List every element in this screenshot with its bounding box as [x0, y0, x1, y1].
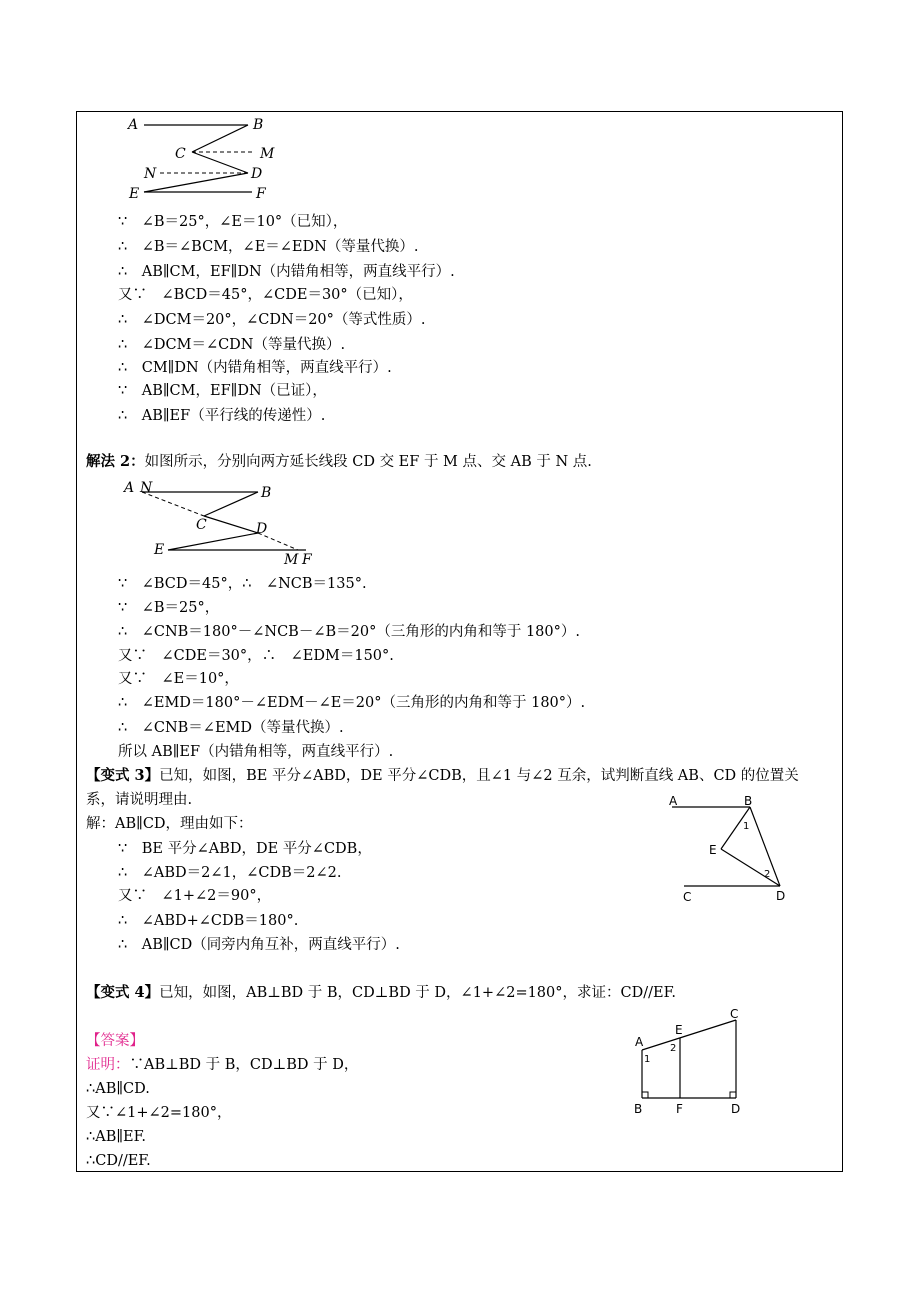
fig1-label-e: E [129, 186, 140, 202]
m1-line-9: ∴ AB∥EF（平行线的传递性）. [118, 408, 326, 424]
fig3-label-b: B [744, 794, 753, 808]
figure-zigzag-2 [118, 478, 318, 570]
m2-line-6: ∴ ∠EMD＝180°－∠EDM－∠E＝20°（三角形的内角和等于 180°）. [118, 695, 586, 711]
fig3-angle-1: 1 [743, 821, 750, 832]
v3-problem-line2: 系，请说明理由. [86, 792, 193, 808]
m2-line-2: ∵ ∠B＝25°， [118, 600, 220, 616]
fig4-label-c: C [730, 1007, 739, 1021]
v3-line-1: ∵ BE 平分∠ABD，DE 平分∠CDB， [118, 841, 372, 857]
v4-problem [86, 983, 676, 1003]
m1-line-8: ∵ AB∥CM，EF∥DN（已证）， [118, 383, 327, 399]
v3-answer-intro: 解：AB∥CD，理由如下： [86, 816, 253, 832]
fig4-angle-1: 1 [644, 1054, 651, 1065]
m1-line-6: ∴ ∠DCM＝∠CDN（等量代换）. [118, 337, 346, 353]
fig1-label-c: C [175, 146, 186, 162]
v3-title: 【变式 3】 [86, 767, 160, 784]
v4-answer-label: 【答案】 [86, 1033, 144, 1049]
m2-line-3: ∴ ∠CNB＝180°－∠NCB－∠B＝20°（三角形的内角和等于 180°）. [118, 624, 580, 640]
v3-line-4: ∴ ∠ABD+∠CDB＝180°. [118, 913, 299, 929]
v4-proof-line-5: ∴CD//EF. [86, 1153, 151, 1169]
v3-line-3: 又∵ ∠1+∠2＝90°， [118, 888, 272, 904]
fig3-label-a: A [669, 794, 678, 808]
m1-line-7: ∴ CM∥DN（内错角相等，两直线平行）. [118, 360, 392, 376]
m2-line-5: 又∵ ∠E＝10°， [118, 671, 239, 687]
m1-line-5: ∴ ∠DCM＝20°，∠CDN＝20°（等式性质）. [118, 312, 426, 328]
fig2-label-f: F [302, 552, 312, 568]
fig3-label-e: E [709, 843, 717, 857]
m2-line-4: 又∵ ∠CDE＝30°，∴ ∠EDM＝150°. [118, 648, 394, 664]
m1-line-1: ∵ ∠B＝25°，∠E＝10°（已知）， [118, 214, 348, 230]
fig1-label-f: F [256, 186, 266, 202]
fig1-label-m: M [260, 146, 275, 162]
fig2-label-e: E [154, 542, 165, 558]
fig4-label-a: A [635, 1035, 644, 1049]
fig3-label-d: D [776, 889, 786, 903]
figure-variant3 [666, 794, 796, 909]
fig1-label-b: B [253, 117, 264, 133]
m2-line-8: 所以 AB∥EF（内错角相等，两直线平行）. [118, 744, 394, 760]
fig2-label-b: B [261, 485, 272, 501]
fig4-label-e: E [675, 1023, 683, 1037]
fig2-label-n: N [140, 480, 153, 496]
fig4-label-d: D [731, 1102, 741, 1116]
fig3-angle-2: 2 [764, 869, 771, 880]
v3-problem-text: 已知，如图，BE 平分∠ABD，DE 平分∠CDB，且∠1 与∠2 互余，试判断直线 AB、CD 的位置关 [159, 768, 799, 784]
fig1-label-d: D [251, 166, 263, 182]
m2-intro-text: 如图所示，分别向两方延长线段 CD 交 EF 于 M 点、交 AB 于 N 点. [144, 454, 592, 470]
fig2-label-a: A [124, 480, 135, 496]
fig3-label-c: C [683, 890, 692, 904]
m1-line-3: ∴ AB∥CM，EF∥DN（内错角相等，两直线平行）. [118, 264, 455, 280]
v4-proof-line-3: 又∵∠1+∠2=180°， [86, 1105, 232, 1121]
v4-problem-text: 已知，如图，AB⊥BD 于 B，CD⊥BD 于 D，∠1+∠2=180°，求证：CD//EF. [159, 985, 676, 1001]
fig2-label-m: M [284, 552, 299, 568]
fig4-label-f: F [676, 1102, 683, 1116]
fig2-label-c: C [196, 517, 207, 533]
fig1-label-a: A [128, 117, 139, 133]
v3-line-5: ∴ AB∥CD（同旁内角互补，两直线平行）. [118, 937, 400, 953]
fig1-label-n: N [144, 166, 157, 182]
v4-proof-first: ∵AB⊥BD 于 B，CD⊥BD 于 D， [129, 1057, 359, 1073]
v3-problem-line1 [86, 766, 799, 786]
v4-proof-prefix: 证明： [86, 1057, 130, 1073]
m2-line-1: ∵ ∠BCD＝45°，∴ ∠NCB＝135°. [118, 576, 367, 592]
m2-heading: 解法 2： [86, 453, 145, 470]
v3-line-2: ∴ ∠ABD＝2∠1，∠CDB＝2∠2. [118, 865, 342, 881]
v4-proof-line-2: ∴AB∥CD. [86, 1081, 150, 1097]
m1-line-2: ∴ ∠B＝∠BCM，∠E＝∠EDN（等量代换）. [118, 239, 419, 255]
m1-line-4: 又∵ ∠BCD＝45°，∠CDE＝30°（已知）， [118, 287, 413, 303]
v4-title: 【变式 4】 [86, 984, 160, 1001]
m2-line-7: ∴ ∠CNB＝∠EMD（等量代换）. [118, 720, 344, 736]
v4-proof-line-4: ∴AB∥EF. [86, 1129, 147, 1145]
m2-intro [86, 452, 592, 472]
figure-zigzag-1 [120, 112, 300, 204]
v4-proof-line-1 [86, 1055, 358, 1075]
fig2-label-d: D [256, 521, 268, 537]
figure-variant4 [628, 1004, 758, 1119]
fig4-label-b: B [634, 1102, 643, 1116]
fig4-angle-2: 2 [670, 1043, 677, 1054]
